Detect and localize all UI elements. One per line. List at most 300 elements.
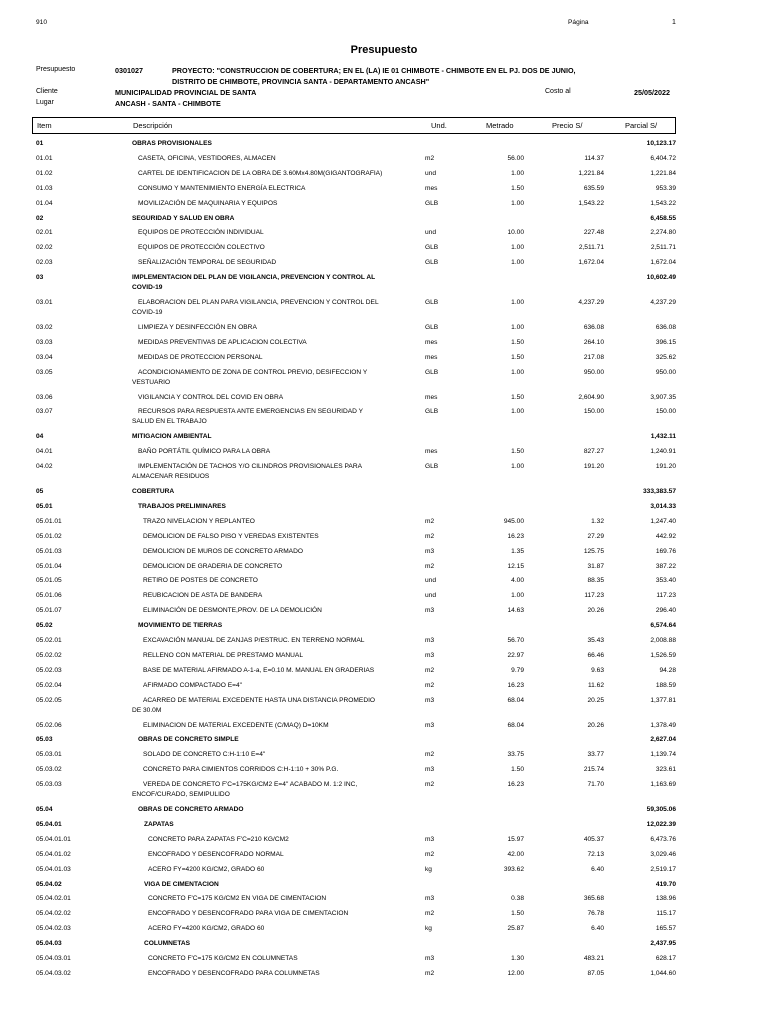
row-description: ELIMINACION DE MATERIAL EXCEDENTE (C/MAQ) D=10KM [143,721,329,729]
column-parcial: Parcial S/ [625,121,658,130]
row-item: 05.01.02 [36,532,62,540]
row-item: 05.03.02 [36,766,62,774]
row-precio: 1,672.04 [578,259,604,267]
row-item: 01.03 [36,184,53,192]
row-precio: 1,221.84 [578,169,604,177]
row-precio: 31.87 [587,562,604,570]
row-item: 03.07 [36,408,53,416]
row-unit: mes [425,353,438,361]
row-description: ACERO FY=4200 KG/CM2, GRADO 60 [148,865,265,873]
row-parcial: 2,627.04 [650,736,676,744]
table-row [0,607,768,619]
row-description: SEGURIDAD Y SALUD EN OBRA [132,214,235,222]
row-parcial: 1,044.60 [650,969,676,977]
row-precio: 11.62 [587,681,604,689]
table-row [0,155,768,167]
row-item: 05.04.02.03 [36,925,71,933]
lugar-value: ANCASH - SANTA - CHIMBOTE [115,99,221,108]
row-parcial: 6,473.76 [650,835,676,843]
row-item: 03 [36,274,44,282]
column-descripcion: Descripción [133,121,173,130]
row-unit: und [425,229,437,237]
row-precio: 1,543.22 [578,199,604,207]
row-metrado: 1.50 [511,353,524,361]
row-item: 05.04.01.02 [36,850,71,858]
row-parcial: 2,519.17 [650,865,676,873]
row-unit: GLB [425,259,439,267]
row-item: 03.04 [36,353,53,361]
row-parcial: 115.17 [656,910,676,918]
row-description: REUBICACION DE ASTA DE BANDERA [143,592,263,600]
row-description: DEMOLICION DE FALSO PISO Y VEREDAS EXISTENTES [143,532,319,540]
row-description: ENCOFRADO Y DESENCOFRADO PARA VIGA DE CIMENTACION [148,910,349,918]
row-item: 05.04.02.02 [36,910,71,918]
row-item: 05.01 [36,502,53,510]
row-description: OBRAS DE CONCRETO ARMADO [138,806,244,813]
row-item: 05.02.02 [36,651,62,659]
row-metrado: 12.00 [507,969,524,977]
row-item: 05.04.02 [36,880,62,888]
row-description: EXCAVACIÓN MANUAL DE ZANJAS P/ESTRUC. EN TERRENO NORMAL [143,637,365,644]
table-row [0,577,768,589]
row-unit: und [425,169,437,177]
row-parcial: 628.17 [655,955,676,962]
row-item: 03.01 [36,299,53,306]
row-description: ELABORACION DEL PLAN PARA VIGILANCIA, PREVENCION Y CONTROL DEL [138,299,379,306]
row-parcial: 117.23 [656,592,676,600]
table-row [0,925,768,937]
row-precio: 117.23 [584,592,604,600]
row-description: CONCRETO PARA ZAPATAS F'C=210 KG/CM2 [148,835,289,843]
row-unit: und [425,592,437,600]
row-unit: m2 [425,751,435,759]
row-unit: GLB [425,244,439,252]
row-metrado: 68.04 [507,696,524,704]
row-description: LIMPIEZA Y DESINFECCIÓN EN OBRA [138,323,257,331]
row-parcial: 1,543.22 [650,199,676,207]
row-precio: 4,237.29 [578,299,604,306]
row-metrado: 1.50 [511,448,524,456]
row-precio: 35.43 [587,637,604,644]
row-description-continued: ALMACENAR RESIDUOS [132,473,210,481]
row-precio: 66.46 [587,651,604,659]
row-unit: mes [425,184,438,192]
row-description: MEDIDAS DE PROTECCION PERSONAL [138,353,263,361]
row-item: 05.04.03.02 [36,969,71,977]
row-item: 01.04 [36,199,53,207]
row-unit: m3 [425,637,435,644]
row-metrado: 393.62 [503,865,524,873]
row-description: TRAZO NIVELACION Y REPLANTEO [143,517,255,525]
row-parcial: 333,383.57 [642,488,676,495]
row-item: 05.04.03.01 [36,955,71,962]
row-parcial: 165.57 [655,925,676,933]
row-metrado: 12.15 [507,562,524,570]
table-row [0,682,768,694]
row-item: 01.02 [36,169,53,177]
column-und: Und. [431,121,447,130]
row-parcial: 419.70 [655,880,676,888]
row-unit: m2 [425,532,435,540]
row-unit: m2 [425,781,435,789]
table-row [0,806,768,818]
row-precio: 636.08 [583,323,604,331]
row-description: DEMOLICION DE MUROS DE CONCRETO ARMADO [143,547,303,555]
row-description: COLUMNETAS [144,940,191,948]
row-metrado: 15.97 [507,835,524,843]
row-precio: 827.27 [583,448,604,456]
row-unit: m2 [425,910,435,918]
row-parcial: 1,672.04 [650,259,676,267]
row-item: 05.03.01 [36,751,62,759]
row-description: MOVILIZACIÓN DE MAQUINARIA Y EQUIPOS [138,199,278,207]
table-row [0,821,768,833]
row-parcial: 6,574.64 [650,622,676,630]
row-description: BAÑO PORTÁTIL QUÍMICO PARA LA OBRA [138,448,271,456]
table-row [0,970,768,982]
table-row [0,722,768,734]
row-description: SEÑALIZACIÓN TEMPORAL DE SEGURIDAD [138,259,277,267]
row-item: 01.01 [36,154,53,162]
document-code: 910 [36,19,48,26]
row-description: CASETA, OFICINA, VESTIDORES, ALMACEN [138,154,276,162]
row-parcial: 2,511.71 [650,244,676,252]
lugar-label: Lugar [36,99,54,106]
row-unit: m3 [425,721,435,729]
row-item: 05.02.06 [36,721,62,729]
row-unit: GLB [425,199,439,207]
row-item: 03.06 [36,393,53,401]
row-description: OBRAS DE CONCRETO SIMPLE [138,736,239,744]
row-unit: m3 [425,651,435,659]
row-parcial: 12,022.39 [646,820,676,828]
costo-date: 25/05/2022 [634,88,670,97]
row-metrado: 68.04 [507,721,524,729]
table-row [0,339,768,351]
table-row [0,548,768,560]
table-row [0,215,768,227]
proyecto-line-1: PROYECTO: "CONSTRUCCION DE COBERTURA; EN EL (LA) IE 01 CHIMBOTE - CHIMBOTE EN EL PJ. DOS DE JUNIO, [172,66,576,75]
table-row [0,736,768,748]
row-precio: 2,511.71 [578,244,604,252]
row-description: IMPLEMENTACIÓN DE TACHOS Y/O CILINDROS PROVISIONALES PARA [138,463,362,471]
row-item: 04 [36,433,44,441]
row-item: 05.03.03 [36,781,62,789]
table-row [0,955,768,967]
row-precio: 72.13 [587,850,604,858]
row-precio: 33.77 [587,751,604,759]
row-metrado: 4.00 [511,577,524,585]
row-metrado: 1.50 [511,338,524,346]
row-description: ACERO FY=4200 KG/CM2, GRADO 60 [148,925,265,933]
row-metrado: 1.00 [511,244,524,252]
row-description: CONCRETO F'C=175 KG/CM2 EN COLUMNETAS [148,955,298,962]
row-precio: 125.75 [583,547,604,555]
row-description: TRABAJOS PRELIMINARES [138,502,226,510]
table-row [0,592,768,604]
row-item: 03.02 [36,323,53,331]
table-row [0,244,768,256]
row-item: 05.04.03 [36,940,62,948]
row-description: ELIMINACIÓN DE DESMONTE,PROV. DE LA DEMOLICIÓN [143,607,322,615]
table-row [0,866,768,878]
row-unit: m2 [425,562,435,570]
row-description-continued: SALUD EN EL TRABAJO [132,418,207,426]
row-item: 05.02.03 [36,666,62,674]
row-metrado: 1.00 [511,408,524,416]
row-item: 05 [36,488,44,495]
row-precio: 6.40 [591,925,604,933]
row-item: 05.01.03 [36,547,62,555]
row-metrado: 16.23 [507,681,524,689]
table-row [0,170,768,182]
table-row [0,836,768,848]
row-metrado: 1.35 [511,547,524,555]
table-row [0,274,768,292]
row-metrado: 33.75 [507,751,524,759]
table-row [0,881,768,893]
row-parcial: 94.28 [659,666,676,674]
row-description-continued: DE 30.0M [132,706,162,714]
row-precio: 1.32 [591,517,604,525]
row-precio: 71.70 [587,781,604,789]
presupuesto-label: Presupuesto [36,66,76,73]
proyecto-line-2: DISTRITO DE CHIMBOTE, PROVINCIA SANTA - DEPARTAMENTO ANCASH" [172,77,430,86]
row-unit: m2 [425,681,435,689]
row-description: ACARREO DE MATERIAL EXCEDENTE HASTA UNA DISTANCIA PROMEDIO [143,696,376,704]
row-item: 02 [36,214,44,222]
row-description: ENCOFRADO Y DESENCOFRADO NORMAL [148,850,284,858]
row-precio: 483.21 [583,955,604,962]
table-row [0,448,768,460]
row-item: 05.04 [36,806,53,813]
row-precio: 6.40 [591,865,604,873]
row-parcial: 636.08 [655,323,676,331]
row-item: 05.02 [36,622,53,630]
row-metrado: 1.00 [511,169,524,177]
row-item: 05.01.04 [36,562,62,570]
row-item: 05.04.02.01 [36,895,71,903]
row-parcial: 188.59 [655,681,676,689]
table-row [0,696,768,714]
row-parcial: 442.92 [655,532,676,540]
row-metrado: 1.00 [511,199,524,207]
table-row [0,851,768,863]
row-description: MOVIMIENTO DE TIERRAS [138,622,223,630]
row-description: ENCOFRADO Y DESENCOFRADO PARA COLUMNETAS [148,969,320,977]
row-unit: m2 [425,517,435,525]
row-description: SOLADO DE CONCRETO C:H-1:10 E=4" [143,751,266,759]
table-row [0,368,768,386]
row-description-continued: COVID-19 [132,309,163,316]
row-parcial: 2,437.95 [650,940,676,948]
row-description: MITIGACION AMBIENTAL [132,433,212,441]
row-parcial: 150.00 [655,408,676,416]
row-unit: m3 [425,547,435,555]
row-parcial: 2,274.80 [650,229,676,237]
table-row [0,563,768,575]
row-metrado: 14.63 [507,607,524,615]
table-row [0,533,768,545]
row-metrado: 16.23 [507,781,524,789]
row-unit: GLB [425,323,439,331]
table-row [0,652,768,664]
row-precio: 150.00 [583,408,604,416]
row-parcial: 191.20 [655,463,676,471]
row-description-continued: ENCOF/CURADO, SEMIPULIDO [132,791,230,799]
row-precio: 114.37 [584,154,604,162]
row-parcial: 169.76 [655,547,676,555]
table-row [0,622,768,634]
row-parcial: 1,139.74 [650,751,676,759]
row-metrado: 56.70 [507,637,524,644]
table-row [0,200,768,212]
row-description: BASE DE MATERIAL AFIRMADO A-1-a, E=0.10 M. MANUAL EN GRADERIAS [143,666,375,674]
row-item: 03.05 [36,368,53,376]
row-unit: m3 [425,766,435,774]
row-description: RECURSOS PARA RESPUESTA ANTE EMERGENCIAS EN SEGURIDAD Y [138,408,363,416]
row-description: VIGILANCIA Y CONTROL DEL COVID EN OBRA [138,393,284,401]
row-item: 04.02 [36,463,53,471]
row-description: MEDIDAS PREVENTIVAS DE APLICACION COLECTIVA [138,338,307,346]
row-unit: kg [425,925,432,933]
row-item: 02.03 [36,259,53,267]
row-metrado: 10.00 [507,229,524,237]
row-unit: GLB [425,299,439,306]
table-row [0,637,768,649]
table-row [0,463,768,481]
row-unit: m3 [425,955,435,962]
table-row [0,503,768,515]
row-parcial: 1,221.84 [650,169,676,177]
row-description: OBRAS PROVISIONALES [132,140,212,147]
row-metrado: 42.00 [507,850,524,858]
row-precio: 27.29 [587,532,604,540]
row-item: 05.02.05 [36,696,62,704]
row-metrado: 16.23 [507,532,524,540]
row-unit: GLB [425,463,439,471]
row-parcial: 3,014.33 [650,502,676,510]
row-precio: 88.35 [587,577,604,585]
row-unit: GLB [425,368,439,376]
row-precio: 191.20 [583,463,604,471]
row-metrado: 56.00 [507,154,524,162]
table-row [0,488,768,500]
table-row [0,895,768,907]
row-parcial: 323.61 [655,766,676,774]
table-row [0,394,768,406]
row-metrado: 1.00 [511,592,524,600]
row-unit: m2 [425,850,435,858]
row-description: CONCRETO F'C=175 KG/CM2 EN VIGA DE CIMENTACION [148,895,327,903]
row-description: DEMOLICION DE GRADERIA DE CONCRETO [143,562,283,570]
row-precio: 20.26 [587,607,604,615]
row-parcial: 296.40 [655,607,676,615]
row-description: EQUIPOS DE PROTECCIÓN COLECTIVO [138,244,265,252]
row-metrado: 1.50 [511,393,524,401]
table-row [0,354,768,366]
row-description: CONCRETO PARA CIMIENTOS CORRIDOS C:H-1:10 + 30% P.G. [143,766,339,774]
row-description: EQUIPOS DE PROTECCIÓN INDIVIDUAL [138,229,264,237]
row-precio: 227.48 [583,229,604,237]
row-unit: m2 [425,666,435,674]
column-metrado: Metrado [486,121,514,130]
table-row [0,408,768,426]
row-description: IMPLEMENTACION DEL PLAN DE VIGILANCIA, PREVENCION Y CONTROL AL [132,274,376,282]
row-parcial: 4,237.29 [650,299,676,306]
row-parcial: 10,123.17 [646,140,676,147]
row-description: AFIRMADO COMPACTADO E=4" [143,681,242,689]
row-metrado: 1.00 [511,463,524,471]
page-number: 1 [672,19,676,26]
row-parcial: 1,247.40 [650,517,676,525]
row-unit: m3 [425,696,435,704]
row-metrado: 1.00 [511,323,524,331]
row-parcial: 325.62 [655,353,676,361]
row-parcial: 1,377.81 [650,696,676,704]
row-description: VEREDA DE CONCRETO F'C=175KG/CM2 E=4" ACABADO M. 1:2 INC, [143,781,358,789]
row-item: 05.01.07 [36,607,62,615]
table-row [0,140,768,152]
row-precio: 405.37 [583,835,604,843]
row-precio: 950.00 [583,368,604,376]
row-description: ZAPATAS [144,820,174,828]
table-row [0,667,768,679]
row-item: 05.04.01.03 [36,865,71,873]
row-parcial: 6,458.55 [650,214,676,222]
row-item: 03.03 [36,338,53,346]
row-unit: m3 [425,607,435,615]
row-item: 05.04.01 [36,820,62,828]
table-row [0,229,768,241]
page-title: Presupuesto [350,44,418,56]
row-parcial: 387.22 [655,562,676,570]
table-row [0,433,768,445]
row-unit: GLB [425,408,439,416]
row-metrado: 9.79 [511,666,524,674]
row-precio: 87.05 [587,969,604,977]
row-parcial: 1,526.59 [650,651,676,659]
row-metrado: 1.50 [511,766,524,774]
row-precio: 215.74 [583,766,604,774]
page-label: Página [568,19,589,26]
row-unit: mes [425,448,438,456]
row-parcial: 59,305.06 [646,806,676,813]
row-precio: 217.08 [583,353,604,361]
row-item: 04.01 [36,448,53,456]
row-parcial: 1,378.49 [650,721,676,729]
row-parcial: 353.40 [655,577,676,585]
row-description-continued: COVID-19 [132,284,163,292]
row-parcial: 1,432.11 [650,433,676,441]
row-parcial: 138.96 [655,895,676,903]
row-unit: und [425,577,437,585]
row-precio: 76.78 [587,910,604,918]
row-precio: 2,604.90 [578,393,604,401]
table-row [0,299,768,316]
row-precio: 20.25 [587,696,604,704]
row-description: CARTEL DE IDENTIFICACION DE LA OBRA DE 3.60Mx4.80M(GIGANTOGRAFIA) [138,169,383,177]
row-metrado: 25.87 [507,925,524,933]
row-item: 05.04.01.01 [36,835,71,843]
row-description: RELLENO CON MATERIAL DE PRESTAMO MANUAL [143,651,303,659]
row-metrado: 945.00 [503,517,524,525]
table-row [0,940,768,952]
table-row [0,781,768,799]
row-parcial: 10,602.49 [646,274,676,282]
row-item: 02.02 [36,244,53,252]
row-precio: 20.26 [587,721,604,729]
